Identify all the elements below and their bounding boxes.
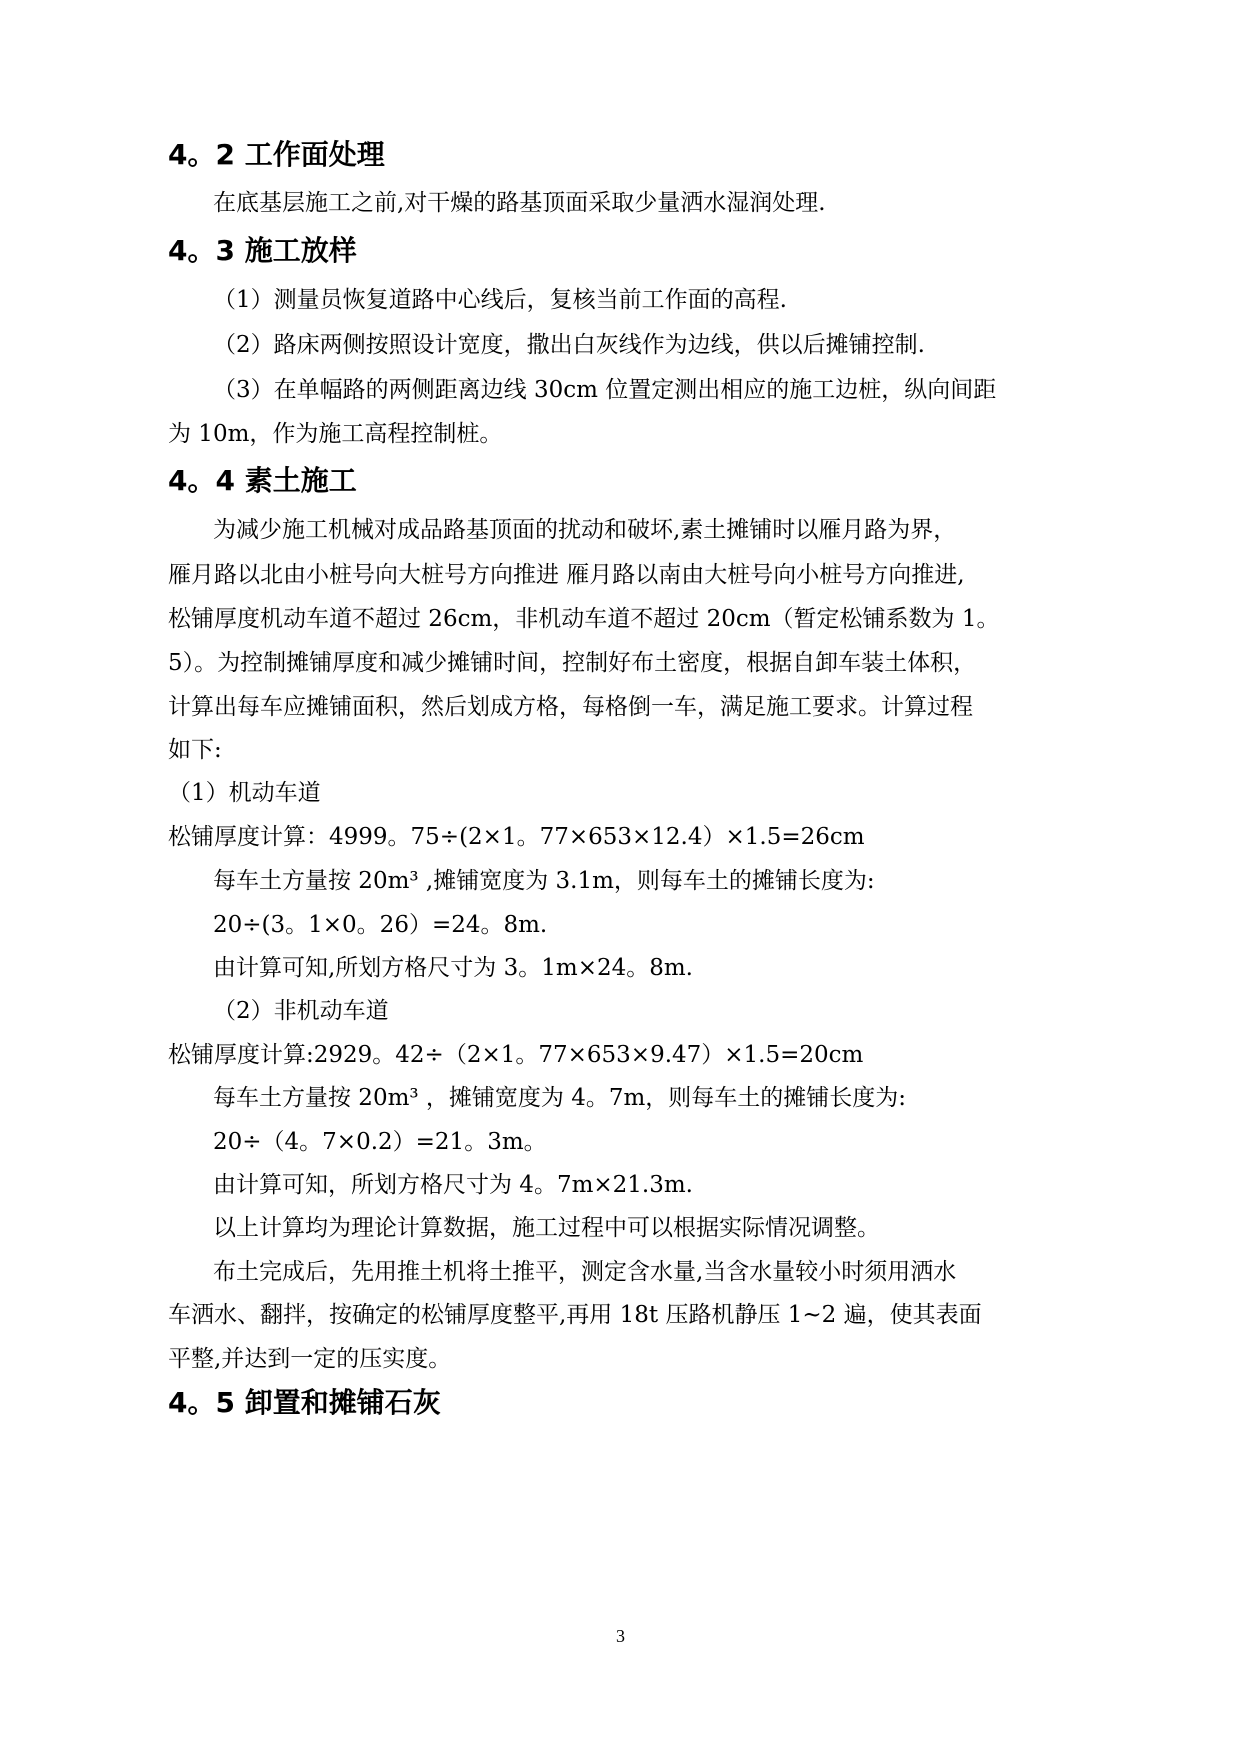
- page-number: 3: [616, 1626, 625, 1646]
- paragraph: （1）测量员恢复道路中心线后，复核当前工作面的高程.: [213, 287, 787, 313]
- paragraph: 在底基层施工之前,对干燥的路基顶面采取少量洒水湿润处理.: [213, 190, 826, 216]
- paragraph: （2）路床两侧按照设计宽度，撒出白灰线作为边线，供以后摊铺控制.: [213, 332, 925, 358]
- paragraph: 为减少施工机械对成品路基顶面的扰动和破坏,素土摊铺时以雁月路为界，: [213, 517, 957, 543]
- calculation: 松铺厚度计算:2929。42÷（2×1。77×653×9.47）×1.5=20cm: [168, 1042, 864, 1068]
- heading-4-4: 4。4 素土施工: [168, 464, 357, 497]
- subheading: （2）非机动车道: [213, 998, 389, 1024]
- calculation: 20÷(3。1×0。26）=24。8m.: [213, 912, 548, 938]
- paragraph: 以上计算均为理论计算数据，施工过程中可以根据实际情况调整。: [213, 1215, 880, 1241]
- paragraph: 为 10m，作为施工高程控制桩。: [168, 421, 503, 447]
- heading-4-3: 4。3 施工放样: [168, 234, 357, 267]
- paragraph: 车洒水、翻拌，按确定的松铺厚度整平,再用 18t 压路机静压 1~2 遍，使其表面: [168, 1302, 982, 1328]
- calculation: 松铺厚度计算：4999。75÷(2×1。77×653×12.4）×1.5=26cm: [168, 824, 865, 850]
- paragraph: （3）在单幅路的两侧距离边线 30cm 位置定测出相应的施工边桩，纵向间距: [213, 377, 997, 403]
- paragraph: 5）。为控制摊铺厚度和减少摊铺时间，控制好布土密度，根据自卸车装土体积，: [168, 650, 977, 676]
- paragraph: 雁月路以北由小桩号向大桩号方向推进 雁月路以南由大桩号向小桩号方向推进,: [168, 562, 965, 588]
- calculation: 由计算可知,所划方格尺寸为 3。1m×24。8m.: [213, 955, 693, 981]
- calculation: 20÷（4。7×0.2）=21。3m。: [213, 1129, 547, 1155]
- paragraph: 松铺厚度机动车道不超过 26cm，非机动车道不超过 20cm（暂定松铺系数为 1。: [168, 606, 1000, 632]
- heading-4-2: 4。2 工作面处理: [168, 138, 385, 171]
- paragraph: 计算出每车应摊铺面积，然后划成方格，每格倒一车，满足施工要求。计算过程: [168, 694, 973, 720]
- calculation: 每车土方量按 20m³ ,摊铺宽度为 3.1m，则每车土的摊铺长度为:: [213, 868, 875, 894]
- calculation: 由计算可知，所划方格尺寸为 4。7m×21.3m.: [213, 1172, 693, 1198]
- paragraph: 布土完成后，先用推土机将土推平，测定含水量,当含水量较小时须用洒水: [213, 1259, 957, 1285]
- subheading: （1）机动车道: [168, 780, 321, 806]
- paragraph: 平整,并达到一定的压实度。: [168, 1346, 452, 1372]
- paragraph: 如下:: [168, 737, 222, 763]
- heading-4-5: 4。5 卸置和摊铺石灰: [168, 1386, 441, 1419]
- calculation: 每车土方量按 20m³ ，摊铺宽度为 4。7m，则每车土的摊铺长度为:: [213, 1085, 907, 1111]
